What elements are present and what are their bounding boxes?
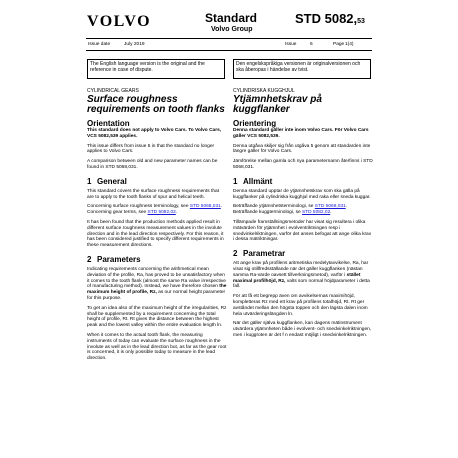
standard-title: Standard <box>205 11 258 25</box>
reference-link[interactable]: STD 5068,031 <box>189 204 221 210</box>
category-label: CYLINDRICAL GEARS <box>87 88 139 94</box>
reference-text: . <box>175 210 178 216</box>
parameters-paragraph: When it comes to the actual tooth flank, the measuring instruments of today can evaluate the surface roughness in the involute as well as in the lead direction but, as far as the gear root is concerned, it is only possible today to measure in the lead direction. <box>87 332 227 362</box>
orientation-paragraph: Denna utgåva skiljer sig från utgåva 5 genom att standarden inte längre gäller för Volvo Cars. <box>233 143 371 155</box>
section-heading-parameters <box>87 255 227 264</box>
standard-number <box>295 11 365 26</box>
section-heading-general <box>87 177 227 186</box>
page-label: Page <box>333 42 345 47</box>
header-rule-top <box>86 38 372 39</box>
section-number: 2 <box>233 249 238 259</box>
section-number: 1 <box>233 176 238 186</box>
section-number: 2 <box>87 254 92 264</box>
parameters-text: Att ange krav på profilens aritmetiska medelytavvikelse, Ra, har visat sig otillfredsställande när det gäller kuggflanken (nästan samma Ra-värde oavsett tillverkningsmetod), varför i <box>233 261 369 278</box>
swedish-column <box>233 88 373 343</box>
section-heading-parameters <box>233 249 373 258</box>
orientation-paragraph: A comparison between old and new parameter names can be found in STD 5068,031. <box>87 159 218 170</box>
issue-date-label: Issue date <box>88 42 111 47</box>
general-paragraph: Denna standard upptar de ytjämnhetskrav som ska gälla på kuggflanker på cylindriska kugghjul med raka eller sneda kuggar. <box>233 188 371 200</box>
volvo-logo: VOLVO <box>87 13 152 30</box>
parameters-emphasis: the maximum height of profile, Rz, <box>87 284 227 296</box>
section-title: General <box>97 176 127 186</box>
general-references <box>87 204 227 216</box>
standard-subtitle: Volvo Group <box>211 26 253 33</box>
parameters-text: Indicating requirements concerning the arithmetical mean deviation of the profile, Ra, has proved to be unsatisfactory when it comes to the tooth flank (almost the same Ra value irrespective of manufacturing method). Instead, we have therefore chosen <box>87 266 226 290</box>
orientation-heading: Orientation <box>87 119 130 128</box>
page-value: 1(4) <box>345 42 354 47</box>
parameters-text: as our normal height parameter for this purpose. <box>87 290 226 301</box>
language-notice-swedish: Den engelskspråkiga versionen är originalversionen och ska åberopas i händelse av tvist. <box>233 59 371 79</box>
reference-link[interactable]: STD 5082,02 <box>147 210 176 216</box>
standard-number-main: STD 5082, <box>295 11 358 26</box>
reference-text: Beträffande ytjämnhetsterminologi, se <box>233 204 315 210</box>
standard-number-version: 53 <box>357 18 365 25</box>
reference-link[interactable]: STD 5082,02 <box>301 210 331 216</box>
section-number: 1 <box>87 176 92 186</box>
document-title: Surface roughness requirements on tooth flanks <box>87 94 225 115</box>
category-label: CYLINDRISKA KUGGHJUL <box>233 88 295 94</box>
parameters-paragraph: För att få ett begrepp även om avvikelsernas maximihöjd, kompletteras Rz med ett krav på profilens totalhöjd, Rt. Rt ger avståndet mellan den högsta toppen och den lägsta dalen inom hela utvärderingslängden ln. <box>233 294 368 317</box>
general-references <box>233 204 373 216</box>
section-title: Parameters <box>97 254 141 264</box>
general-paragraph: Tillämpade framställningsmetoder har visat sig resultera i olika mätvärden för ytjämnhet i evolventriktningen resp i snedvinkelriktningen, varför det anses befogat att ange olika krav i dessa mätriktningar. <box>233 219 372 243</box>
parameters-text: valts som normal höjdparameter i detta fall. <box>233 278 370 290</box>
reference-text: . <box>330 210 332 216</box>
language-notice-english: The English language version is the original and the reference in case of dispute. <box>87 59 225 79</box>
parameters-paragraph <box>233 261 373 290</box>
section-title: Parametrar <box>243 249 286 259</box>
issue-date: July 2019 <box>124 42 145 47</box>
orientation-applicability: This standard does not apply to Volvo Cars. To Volvo Cars, VCS 5082,539 applies. <box>87 128 222 139</box>
general-paragraph: This standard covers the surface roughness requirements that are to apply to the tooth flanks of spur and helical teeth. <box>87 188 219 200</box>
section-heading-general <box>233 177 373 186</box>
header-rule-bottom <box>86 50 372 51</box>
reference-link[interactable]: STD 5068,031 <box>314 204 346 210</box>
english-column <box>87 88 227 366</box>
reference-text: . Beträffande kuggterminologi, se <box>233 204 348 216</box>
document-title: Ytjämnhetskrav på kuggflanker <box>233 94 322 115</box>
issue-label: Issue <box>285 42 297 47</box>
parameters-paragraph: To get an idea also of the maximum height of the irregularities, Rz shall be supplemented by a requirement concerning the total height of profile, Rt. Rt gives the distance between the highest peak and the lowest valley within the entire evaluation length ln. <box>87 305 227 329</box>
orientation-heading: Orientering <box>233 119 277 128</box>
orientation-paragraph: Jämförelse mellan gamla och nya parameternamn återfinns i STD 5068,031. <box>233 159 373 170</box>
issue-value: 6 <box>310 42 313 47</box>
reference-text: Concerning surface roughness terminology, see <box>87 204 190 210</box>
parameters-emphasis: stället maximal profilhöjd, Rz, <box>233 272 361 284</box>
orientation-applicability: Denna standard gäller inte inom Volvo Cars. För Volvo Cars gäller VCS 5082,539. <box>233 128 369 139</box>
general-paragraph: It has been found that the production methods applied result in different surface roughness measurement values in the involute direction and in the lead direction respectively. For this reason, it has been considered justified to specify different requirements in these measurement directions. <box>87 219 224 249</box>
parameters-paragraph: När det gäller själva kuggflanken, kan dagens mätinstrument utvärdera ytjämnheten både i evolvent- och snedvinkelriktningen, men i kuggroten är det f n endast möjligt i snedvinkelriktningen. <box>233 321 372 338</box>
section-title: Allmänt <box>243 176 273 186</box>
parameters-paragraph <box>87 267 227 302</box>
reference-text: . Concerning gear terms, see <box>87 204 223 216</box>
orientation-paragraph: This issue differs from issue 5 in that the standard no longer applies to Volvo Cars. <box>87 143 215 155</box>
